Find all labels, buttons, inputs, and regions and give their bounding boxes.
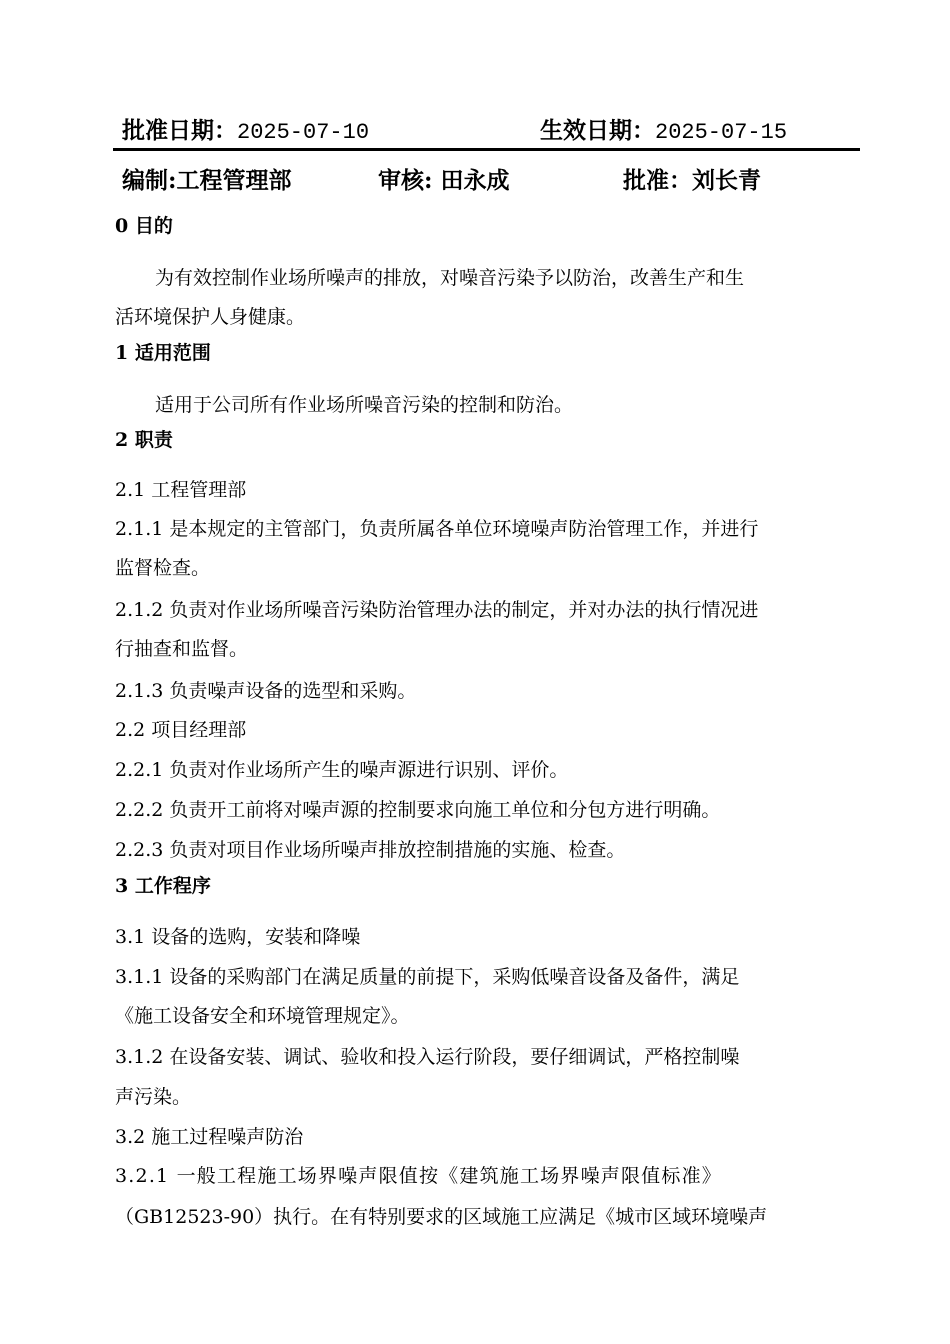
section-0-title: 0 目的 [115,215,173,237]
clause-3-1: 3.1 设备的选购，安装和降噪 [115,926,361,948]
clause-2-1-3: 2.1.3 负责噪声设备的选型和采购。 [115,680,417,702]
approve-date-label: 批准日期： [122,117,237,144]
clause-2-2-3: 2.2.3 负责对项目作业场所噪声排放控制措施的实施、检查。 [115,839,626,861]
clause-2-1-2-line-1: 2.1.2 负责对作业场所噪音污染防治管理办法的制定，并对办法的执行情况进 [115,599,759,621]
clause-3-1-2-line-1: 3.1.2 在设备安装、调试、验收和投入运行阶段，要仔细调试，严格控制噪 [115,1046,740,1068]
section-1-paragraph: 适用于公司所有作业场所噪音污染的控制和防治。 [155,394,574,416]
clause-2-1-2-line-2: 行抽查和监督。 [115,638,249,660]
section-1-title: 1 适用范围 [115,342,211,364]
reviewed-by: 审核: 田永成 [378,167,510,194]
approve-date [122,112,369,145]
effective-date [540,112,787,145]
clause-2-1: 2.1 工程管理部 [115,479,247,501]
clause-3-1-2-line-2: 声污染。 [115,1086,192,1108]
clause-2-2: 2.2 项目经理部 [115,719,247,741]
section-2-title: 2 职责 [115,429,173,451]
clause-3-1-1-line-2: 《施工设备安全和环境管理规定》。 [115,1005,410,1027]
compiled-by: 编制:工程管理部 [122,167,292,194]
approved-by: 批准：刘长青 [623,167,761,194]
effective-date-value: 2025-07-15 [655,120,788,145]
clause-2-2-2: 2.2.2 负责开工前将对噪声源的控制要求向施工单位和分包方进行明确。 [115,799,721,821]
approve-date-value: 2025-07-10 [237,120,370,145]
header-divider [113,148,860,151]
clause-2-2-1: 2.2.1 负责对作业场所产生的噪声源进行识别、评价。 [115,759,569,781]
clause-3-2-1-line-2: （GB12523-90）执行。在有特别要求的区域施工应满足《城市区域环境噪声 [115,1206,768,1228]
section-0-paragraph-line-1: 为有效控制作业场所噪声的排放，对噪音污染予以防治，改善生产和生 [155,267,745,289]
clause-3-1-1-line-1: 3.1.1 设备的采购部门在满足质量的前提下，采购低噪音设备及备件，满足 [115,966,740,988]
clause-3-2-1-line-1: 3.2.1 一般工程施工场界噪声限值按《建筑施工场界噪声限值标准》 [115,1165,722,1187]
clause-2-1-1-line-1: 2.1.1 是本规定的主管部门，负责所属各单位环境噪声防治管理工作，并进行 [115,518,759,540]
effective-date-label: 生效日期： [540,117,655,144]
clause-3-2: 3.2 施工过程噪声防治 [115,1126,304,1148]
section-3-title: 3 工作程序 [115,875,211,897]
clause-2-1-1-line-2: 监督检查。 [115,557,211,579]
section-0-paragraph-line-2: 活环境保护人身健康。 [115,306,306,328]
